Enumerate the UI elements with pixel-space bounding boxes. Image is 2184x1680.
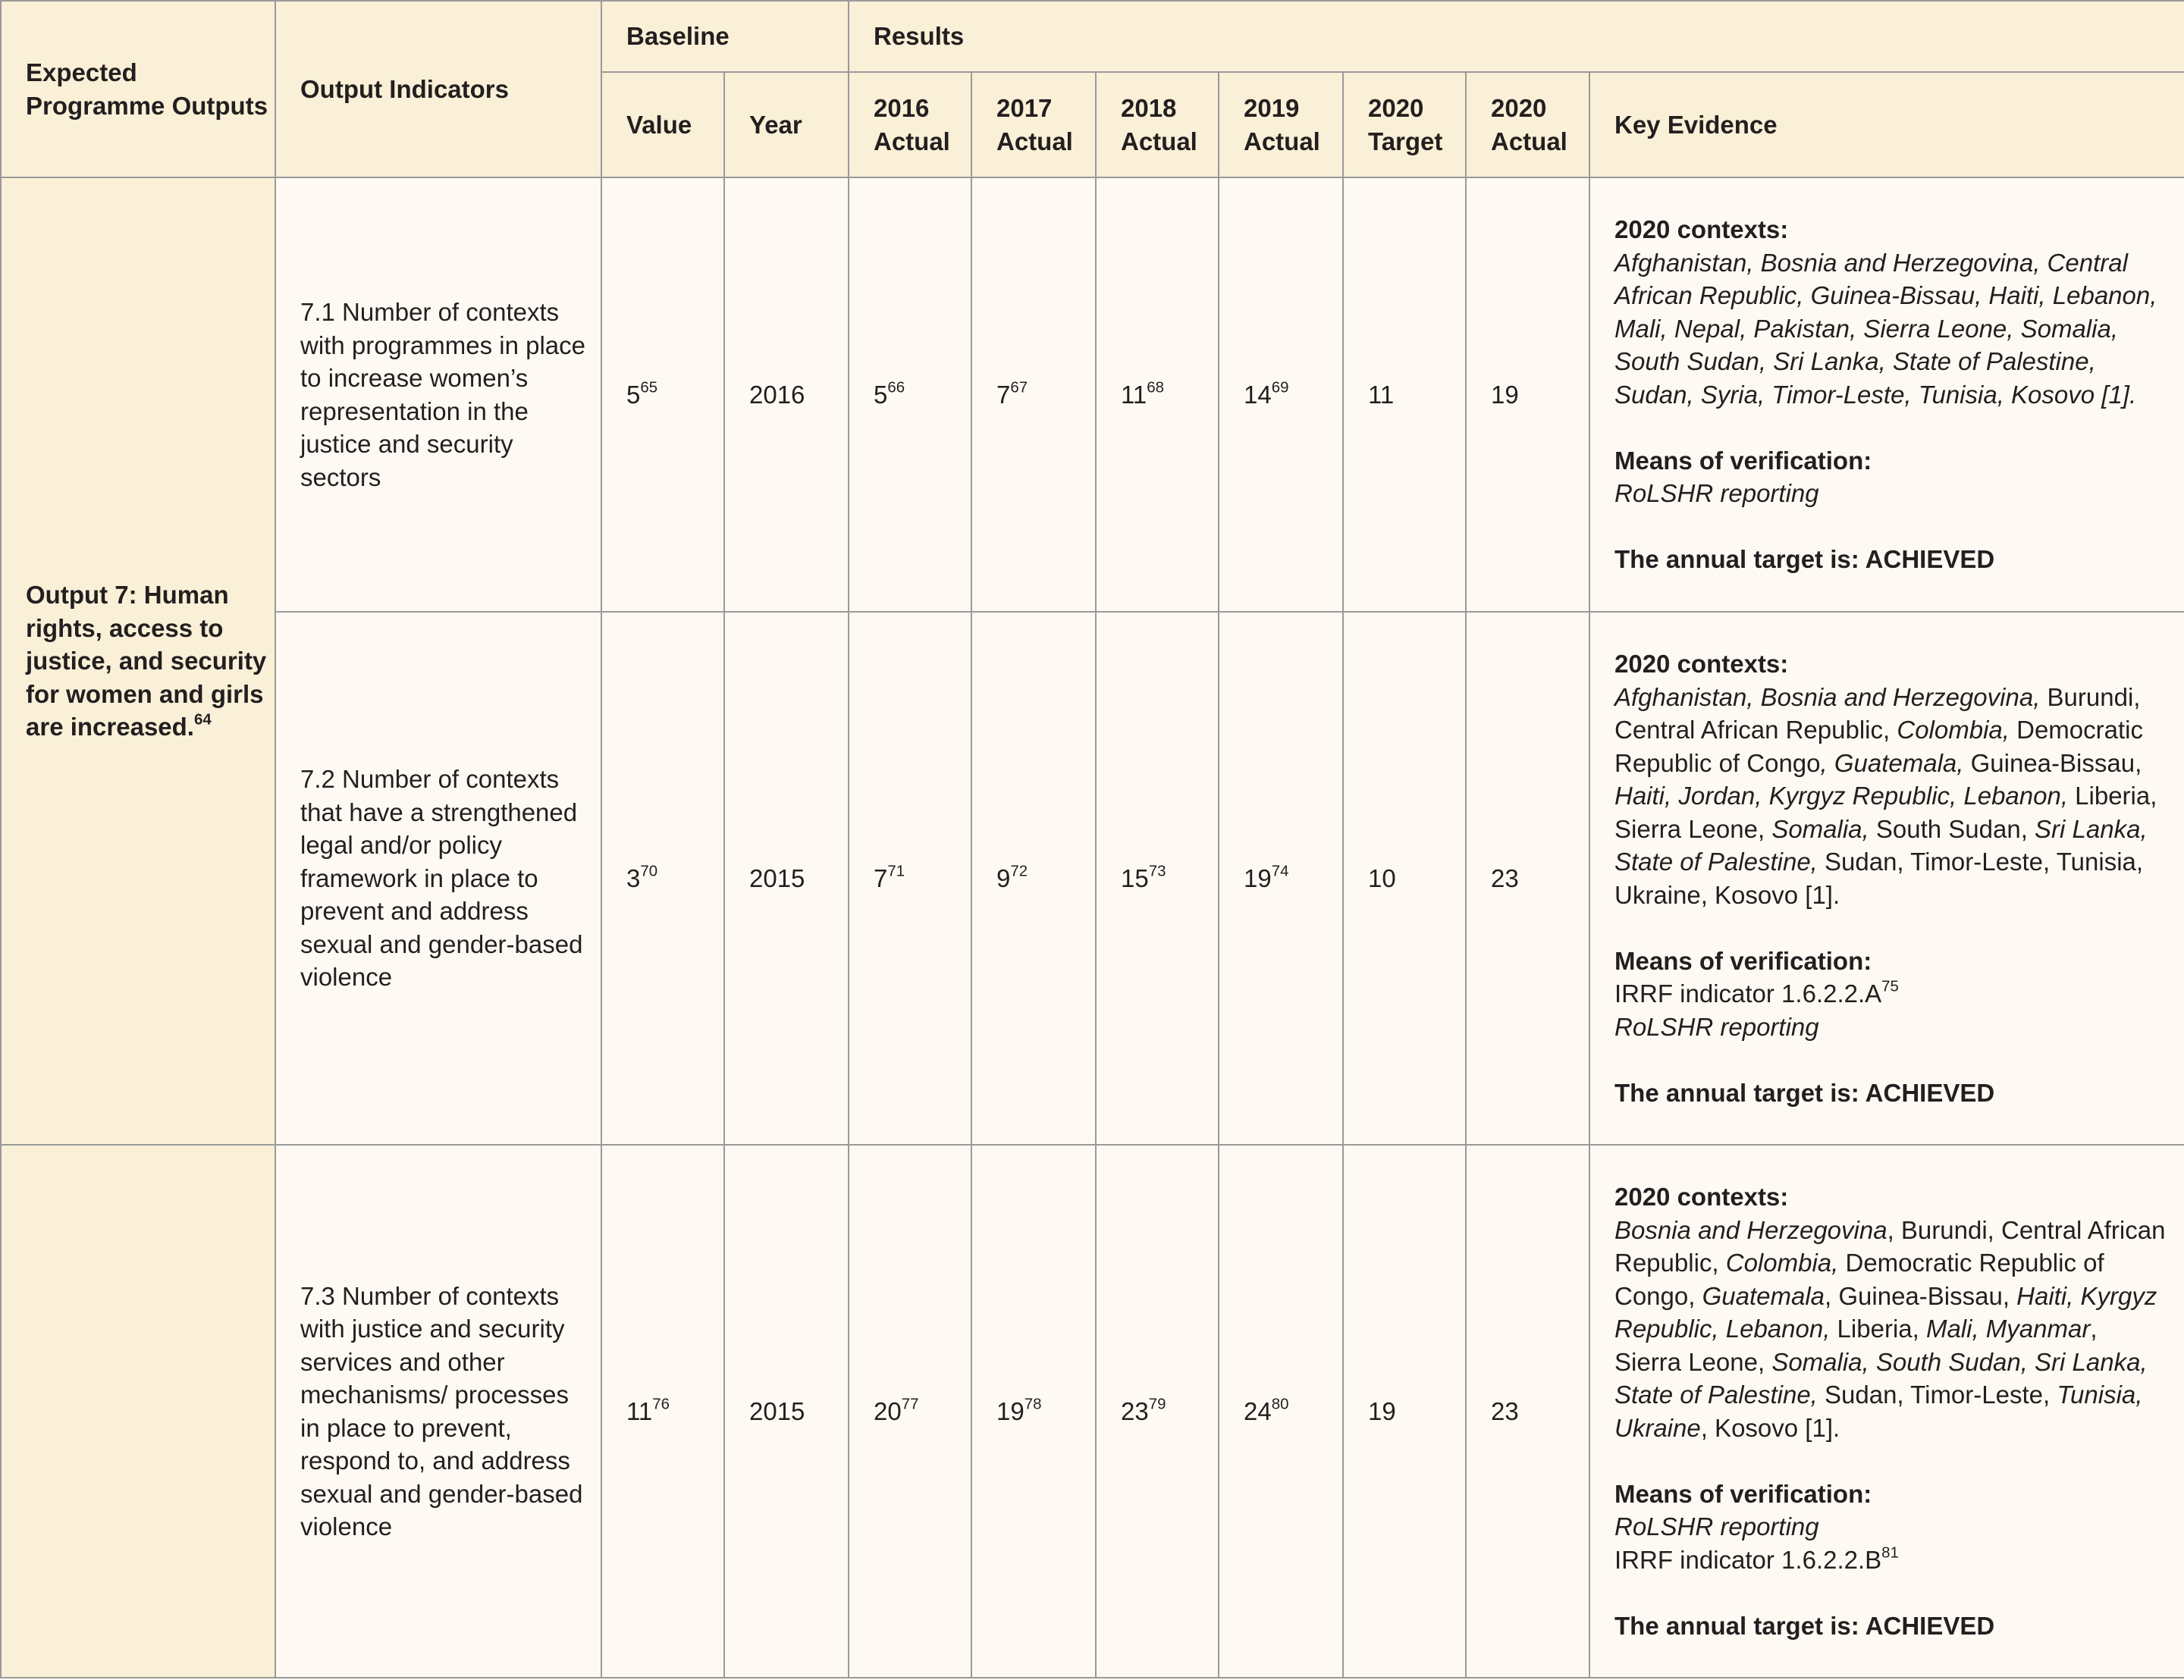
footnote-ref: 74 (1271, 862, 1289, 880)
value: 11 (1121, 380, 1147, 409)
contexts-italic: Colombia, (1897, 716, 2010, 744)
key-evidence-cell (1589, 177, 2184, 612)
footnote-ref: 76 (652, 1395, 670, 1413)
header-2016-actual: 2016 Actual (849, 72, 971, 177)
value: 23 (1121, 1396, 1149, 1425)
target-status: The annual target is: ACHIEVED (1614, 545, 1995, 574)
target-2020-cell: 19 (1343, 1145, 1466, 1678)
target-status: The annual target is: ACHIEVED (1614, 1078, 1995, 1107)
contexts-plain: Sudan, Timor-Leste, (1817, 1381, 2057, 1409)
contexts-plain: Liberia, (1830, 1315, 1926, 1343)
baseline-value-cell (601, 177, 724, 612)
indicator-cell: 7.2 Number of contexts that have a strengthened legal and/or policy framework in place to prevent and address sexual and gender-based violence (275, 612, 601, 1145)
actual-2016-cell (849, 177, 971, 612)
value: 9 (996, 864, 1011, 892)
header-2018-actual: 2018 Actual (1096, 72, 1219, 177)
value: 7 (996, 380, 1011, 409)
contexts-italic: Afghanistan, Bosnia and Herzegovina, (1614, 682, 2041, 711)
header-expected-outputs: Expected Programme Outputs (1, 1, 275, 177)
contexts-plain: , Burundi, Central African Republic, (1614, 1215, 2166, 1277)
verification-source (1614, 1544, 2166, 1577)
means-of-verification-label: Means of verification: (1614, 446, 1872, 475)
header-results: Results (849, 1, 2184, 72)
contexts-plain: South Sudan, (1869, 814, 2035, 843)
actual-2016-cell (849, 612, 971, 1145)
output-7-label (1, 177, 275, 1145)
verification-text: IRRF indicator 1.6.2.2.A (1614, 979, 1882, 1008)
value: 20 (874, 1396, 902, 1425)
footnote-ref: 64 (193, 710, 212, 729)
target-2020-cell: 10 (1343, 612, 1466, 1145)
header-2017-actual: 2017 Actual (971, 72, 1096, 177)
value: 14 (1244, 380, 1272, 409)
footnote-ref: 80 (1271, 1395, 1289, 1413)
footnote-ref: 68 (1147, 378, 1164, 396)
header-2020-target: 2020 Target (1343, 72, 1466, 177)
means-of-verification-label: Means of verification: (1614, 1479, 1872, 1508)
baseline-year-cell: 2015 (724, 1145, 849, 1678)
actual-2017-cell (971, 612, 1096, 1145)
footnote-ref: 71 (887, 862, 905, 880)
footnote-ref: 75 (1881, 977, 1899, 995)
contexts-label: 2020 contexts: (1614, 650, 1789, 678)
header-output-indicators: Output Indicators (275, 1, 601, 177)
contexts-italic: Tunisia, Ukraine (1614, 1381, 2143, 1442)
contexts-italic: Somalia, South Sudan, Sri Lanka, State of Palestine, (1614, 1347, 2148, 1409)
footnote-ref: 78 (1024, 1395, 1042, 1413)
contexts-italic: Somalia, (1771, 814, 1869, 843)
actual-2020-cell: 23 (1466, 1145, 1589, 1678)
value: 5 (626, 380, 641, 409)
means-of-verification-label: Means of verification: (1614, 946, 1872, 975)
verification-text: IRRF indicator 1.6.2.2.B (1614, 1545, 1882, 1574)
footnote-ref: 67 (1010, 378, 1028, 396)
header-2019-actual: 2019 Actual (1219, 72, 1343, 177)
footnote-ref: 69 (1271, 378, 1289, 396)
table-row (1, 612, 2184, 1145)
verification-source: RoLSHR reporting (1614, 1512, 1819, 1541)
value: 19 (1244, 864, 1272, 892)
actual-2020-cell: 19 (1466, 177, 1589, 612)
footnote-ref: 66 (887, 378, 905, 396)
contexts-plain: Sudan, Timor-Leste, Tunisia, Ukraine, Kosovo [1]. (1614, 848, 2144, 909)
contexts-list (1614, 1214, 2166, 1445)
value: 19 (996, 1396, 1025, 1425)
target-2020-cell: 11 (1343, 177, 1466, 612)
contexts-plain: , Guinea-Bissau, (1825, 1281, 2017, 1310)
header-year: Year (724, 72, 849, 177)
key-evidence-cell (1589, 612, 2184, 1145)
footnote-ref: 77 (901, 1395, 919, 1413)
value: 7 (874, 864, 888, 892)
header-2020-actual: 2020 Actual (1466, 72, 1589, 177)
verification-source (1614, 977, 2166, 1011)
header-value: Value (601, 72, 724, 177)
contexts-plain: Guinea-Bissau, (1963, 748, 2142, 777)
contexts-plain: , Sierra Leone, (1614, 1315, 2098, 1376)
footnote-ref: 73 (1148, 862, 1166, 880)
baseline-value-cell (601, 612, 724, 1145)
contexts-plain: Democratic Republic of Congo (1614, 716, 2143, 777)
contexts-italic: Sri Lanka, State of Palestine, (1614, 814, 2148, 876)
contexts-italic: Mali, Myanmar (1925, 1315, 2091, 1343)
table-row (1, 1145, 2184, 1678)
value: 11 (626, 1396, 653, 1425)
table-row (1, 177, 2184, 612)
contexts-label: 2020 contexts: (1614, 1183, 1789, 1211)
footnote-ref: 72 (1010, 862, 1028, 880)
actual-2018-cell (1096, 612, 1219, 1145)
contexts-plain: Burundi, Central African Republic, (1614, 682, 2141, 744)
contexts-plain: Liberia, Sierra Leone, (1614, 782, 2157, 843)
contexts-list: Afghanistan, Bosnia and Herzegovina, Central African Republic, Guinea-Bissau, Haiti, Lebanon, Mali, Nepal, Pakistan, Sierra Leone, Somalia, South Sudan, Sri Lanka, State of Palestine, Sudan, Syria, Timor-Leste, Tunisia, Kosovo [1]. (1614, 248, 2157, 409)
baseline-year-cell: 2016 (724, 177, 849, 612)
actual-2018-cell (1096, 177, 1219, 612)
actual-2016-cell (849, 1145, 971, 1678)
key-evidence-cell (1589, 1145, 2184, 1678)
actual-2019-cell (1219, 612, 1343, 1145)
contexts-plain: Democratic Republic of Congo, (1614, 1249, 2104, 1310)
contexts-italic: Haiti, Jordan, Kyrgyz Republic, Lebanon, (1614, 782, 2068, 810)
actual-2017-cell (971, 1145, 1096, 1678)
contexts-plain: , Kosovo [1]. (1700, 1413, 1840, 1442)
footnote-ref: 79 (1148, 1395, 1166, 1413)
verification-source: RoLSHR reporting (1614, 479, 1819, 508)
footnote-ref: 81 (1881, 1543, 1899, 1561)
value: 5 (874, 380, 888, 409)
header-baseline: Baseline (601, 1, 849, 72)
contexts-label: 2020 contexts: (1614, 215, 1789, 244)
actual-2020-cell: 23 (1466, 612, 1589, 1145)
actual-2017-cell (971, 177, 1096, 612)
contexts-italic: Colombia, (1725, 1249, 1839, 1277)
contexts-italic: Guatemala (1702, 1281, 1825, 1310)
footnote-ref: 65 (640, 378, 658, 396)
indicator-cell: 7.3 Number of contexts with justice and security services and other mechanisms/ processes in place to prevent, respond to, and address sexual and gender-based violence (275, 1145, 601, 1678)
output-7-text: Output 7: Human rights, access to justice, and security for women and girls are increased. (26, 581, 267, 741)
value: 3 (626, 864, 641, 892)
contexts-italic: Bosnia and Herzegovina (1614, 1215, 1887, 1244)
indicator-cell: 7.1 Number of contexts with programmes in place to increase women’s representation in the justice and security sectors (275, 177, 601, 612)
contexts-italic: Haiti, Kyrgyz Republic, Lebanon, (1614, 1281, 2157, 1343)
header-row-1 (1, 1, 2184, 72)
contexts-italic: , Guatemala, (1820, 748, 1964, 777)
target-status: The annual target is: ACHIEVED (1614, 1611, 1995, 1640)
value: 15 (1121, 864, 1149, 892)
header-key-evidence: Key Evidence (1589, 72, 2184, 177)
actual-2018-cell (1096, 1145, 1219, 1678)
footnote-ref: 70 (640, 862, 658, 880)
actual-2019-cell (1219, 1145, 1343, 1678)
value: 24 (1244, 1396, 1272, 1425)
actual-2019-cell (1219, 177, 1343, 612)
baseline-year-cell: 2015 (724, 612, 849, 1145)
contexts-list (1614, 681, 2166, 912)
output-continuation-cell (1, 1145, 275, 1678)
baseline-value-cell (601, 1145, 724, 1678)
verification-source: RoLSHR reporting (1614, 1012, 1819, 1041)
